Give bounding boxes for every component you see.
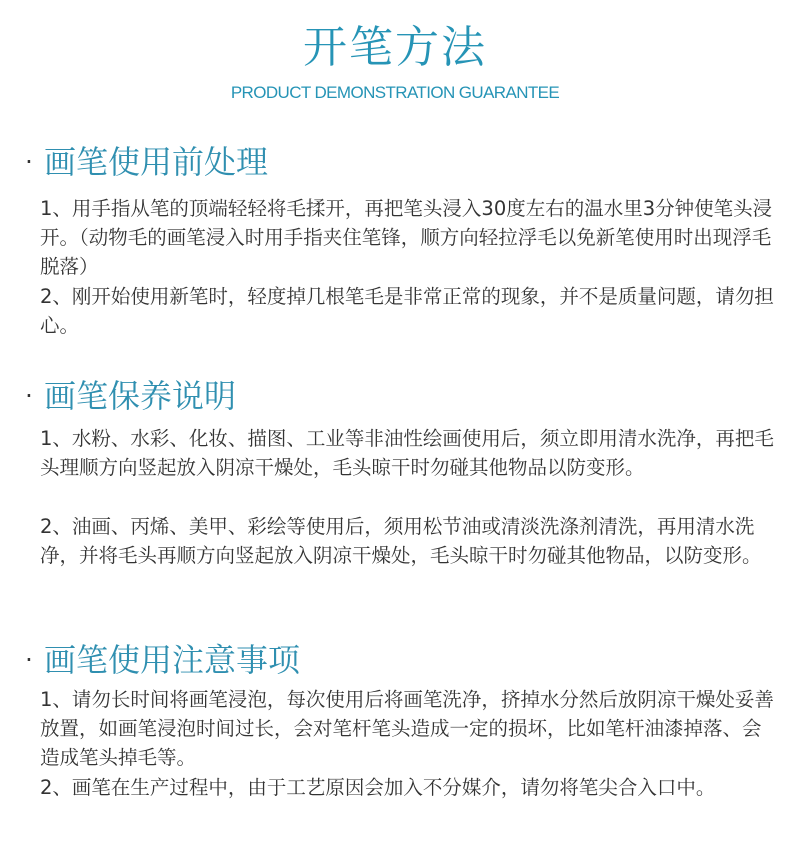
page-title: 开笔方法	[303, 22, 487, 73]
section-heading	[18, 638, 300, 682]
bullet-icon: ·	[25, 646, 33, 674]
bullet-icon: ·	[25, 382, 33, 410]
paragraph: 2、画笔在生产过程中，由于工艺原因会加入不分媒介，请勿将笔尖合入口中。	[40, 776, 716, 799]
paragraph: 1、水粉、水彩、化妆、描图、工业等非油性绘画使用后，须立即用清水洗净，再把毛头理顺方向竖起放入阴凉干燥处，毛头晾干时勿碰其他物品以防变形。	[40, 427, 774, 479]
paragraph: 2、油画、丙烯、美甲、彩绘等使用后，须用松节油或清淡洗涤剂清洗，再用清水洗净，并将毛头再顺方向竖起放入阴凉干燥处，毛头晾干时勿碰其他物品，以防变形。	[40, 515, 762, 567]
paragraph: 1、用手指从笔的顶端轻轻将毛揉开，再把笔头浸入30度左右的温水里3分钟使笔头浸开。（动物毛的画笔浸入时用手指夹住笔锋，顺方向轻拉浮毛以免新笔使用时出现浮毛脱落）	[40, 197, 773, 278]
paragraph: 1、请勿长时间将画笔浸泡，每次使用后将画笔洗净，挤掉水分然后放阴凉干燥处妥善放置，如画笔浸泡时间过长，会对笔杆笔头造成一定的损坏，比如笔杆油漆掉落、会造成笔头掉毛等。	[40, 688, 774, 769]
page-subtitle: PRODUCT DEMONSTRATION GUARANTEE	[230, 83, 560, 102]
bullet-icon: ·	[25, 148, 33, 176]
section-title: 画笔使用前处理	[44, 143, 269, 181]
section-heading	[18, 374, 236, 418]
section-heading	[18, 140, 268, 184]
section-title: 画笔使用注意事项	[44, 641, 301, 679]
paragraph: 2、刚开始使用新笔时，轻度掉几根笔毛是非常正常的现象，并不是质量问题，请勿担心。	[40, 285, 774, 337]
section-title: 画笔保养说明	[44, 377, 237, 415]
